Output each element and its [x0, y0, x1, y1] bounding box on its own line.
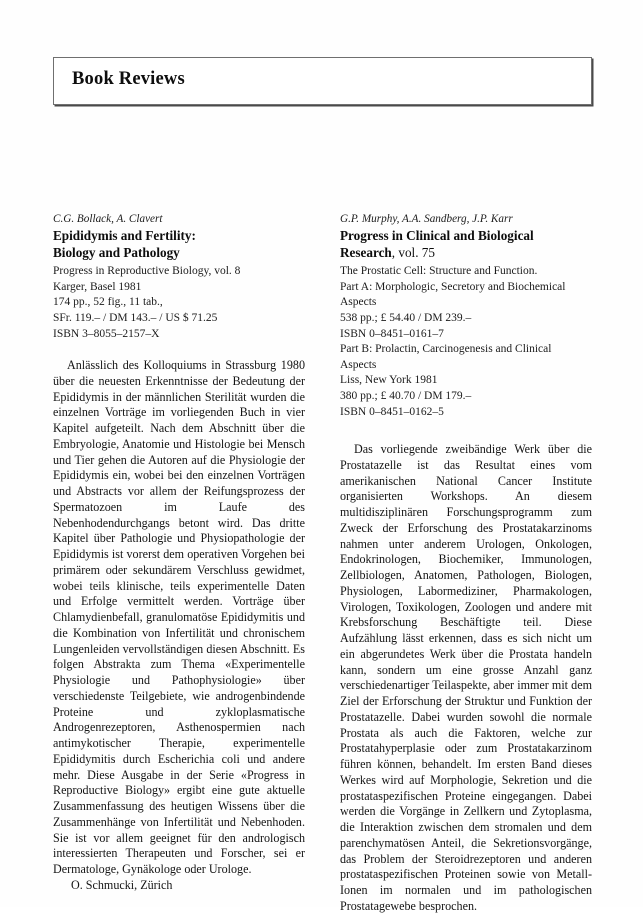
review-book-title-line2-bold: Research — [340, 244, 392, 260]
page-title: Book Reviews — [72, 69, 185, 89]
review-body — [340, 442, 592, 915]
meta-line: ISBN 0–8451–0161–7 — [340, 327, 444, 340]
meta-line: Aspects — [340, 296, 377, 309]
meta-line: Aspects — [340, 358, 377, 371]
review-book-title-line2 — [340, 245, 592, 262]
meta-line: Part A: Morphologic, Secretory and Biochemical — [340, 280, 566, 293]
meta-line: 174 pp., 52 fig., 11 tab., — [53, 296, 163, 309]
meta-line: ISBN 3–8055–2157–X — [53, 327, 160, 340]
meta-line: ISBN 0–8451–0162–5 — [340, 405, 444, 418]
review-book-title-line1: Epididymis and Fertility: — [53, 228, 196, 243]
meta-line: 380 pp.; £ 40.70 / DM 179.– — [340, 389, 472, 402]
meta-line: The Prostatic Cell: Structure and Function. — [340, 265, 538, 278]
review-book-title-line2: Biology and Pathology — [53, 244, 180, 260]
review-book-title-line1: Progress in Clinical and Biological — [340, 228, 534, 243]
review-body-text: Anlässlich des Kolloquiums in Strassburg 1980 über die neuesten Erkenntnisse der Bedeutung der Epididymis in der männlichen Sterilität wurden die einzelnen Vorträge im vorliegenden Buch in vier Kapitel aufgeteilt. Nach dem Abschnitt über die Embryologie, Anatomie und Histologie bei Mensch und Tier gehen die Autoren auf die Physiologie der Epididymis ein, wobei bei den einzelnen Vorträgen und Abstracts vor allem der Reifungsprozess der Spermatozoen im Laufe des Nebenhodendurchgangs betont wird. Das dritte Kapitel über Pathologie und Physiopathologie der Epididymis ist vorerst dem operativen Vorgehen bei primärem oder sekundärem Verschluss gewidmet, wobei teils klinische, teils experimentelle Daten und Erfolge vermittelt werden. Vorträge über Chlamydienbefall, granulomatöse Epididymitis und die Kombination von Infertilität und chronischem Lungenleiden vervollständigen diesen Abschnitt. Es folgen Abstrakta zum Thema «Experimentelle Physiologie und Pathophysiologie» über verschiedenste Teilgebiete, wie androgenbindende Proteine und zykloplasmatische Androgenrezeptoren, Asthenospermien nach antimykotischer Therapie, experimentelle Epididymitis durch Escherichia coli und andere mehr. Diese Ausgabe in der Serie «Progress in Reproductive Biology» ergibt eine gute aktuelle Zusammenfassung des heutigen Wissens über die Zusammenhänge von Infertilität und Nebenhoden. Sie ist vor allem geeignet für den andrologisch interessierten Therapeuten und Forscher, sei er Dermatologe, Gynäkologe oder Urologe. — [53, 358, 305, 877]
review-reviewer: O. Schmucki, Zürich — [71, 877, 173, 892]
review-body-text: Das vorliegende zweibändige Werk über die Prostatazelle ist das Resultat eines vom amerikanischen National Cancer Institute organisierten Workshops. An diesem multidisziplinären Forschungsprogramm zum Zweck der Erforschung des Prostatakarzinoms nahmen unter anderem Urologen, Onkologen, Endokrinologen, Biochemiker, Immunologen, Zellbiologen, Anatomen, Pathologen, Biologen, Physiologen, Labormediziner, Pharmakologen, Virologen, Toxikologen, Zoologen und andere mit Krebsforschung Beschäftigte teil. Diese Aufzählung lässt erkennen, dass es sich nicht um ein abgerundetes Werk über die Prostata handeln kann, sondern um eine grosse Anzahl ganz verschiedenartiger Teilaspekte, aber immer mit dem Ziel der Erforschung der Struktur und Funktion der Prostatazelle. Dabei wurden sowohl die normale Prostata als auch die Faktoren, welche zur Prostatahyperplasie oder zum Prostatakarzinom führen können, behandelt. Im ersten Band dieses Werkes wird auf Morphologie, Sekretion und die prostataspezifischen Proteine eingegangen. Dabei werden die Vorgänge in Zellkern und Zytoplasma, die Interaktion zwischen dem stromalen und dem parenchymatösen Anteil, die Sekretionsvorgänge, das Problem der Steroidrezeptoren und anderen prostataspezifischen Proteinen sowie von Metall-Ionen im normalen und im pathologischen Prostatagewebe besprochen. — [340, 442, 592, 913]
section-header-banner — [53, 57, 592, 105]
meta-line: Karger, Basel 1981 — [53, 280, 142, 293]
review-body — [53, 358, 305, 878]
meta-line: 538 pp.; £ 54.40 / DM 239.– — [340, 311, 472, 324]
review-book-title — [340, 228, 592, 261]
review-column-left — [53, 212, 305, 915]
review-book-title — [53, 228, 305, 261]
meta-line: Progress in Reproductive Biology, vol. 8 — [53, 265, 241, 278]
meta-line: Liss, New York 1981 — [340, 374, 438, 387]
review-authors: C.G. Bollack, A. Clavert — [53, 213, 163, 225]
review-publication-meta — [340, 264, 592, 420]
meta-line: Part B: Prolactin, Carcinogenesis and Clinical — [340, 343, 552, 356]
meta-line: SFr. 119.– / DM 143.– / US $ 71.25 — [53, 311, 218, 324]
review-book-title-line2-volume: , vol. 75 — [391, 244, 435, 260]
review-column-right — [340, 212, 592, 915]
review-authors: G.P. Murphy, A.A. Sandberg, J.P. Karr — [340, 213, 513, 225]
review-publication-meta — [53, 264, 305, 342]
two-column-body — [53, 212, 592, 915]
